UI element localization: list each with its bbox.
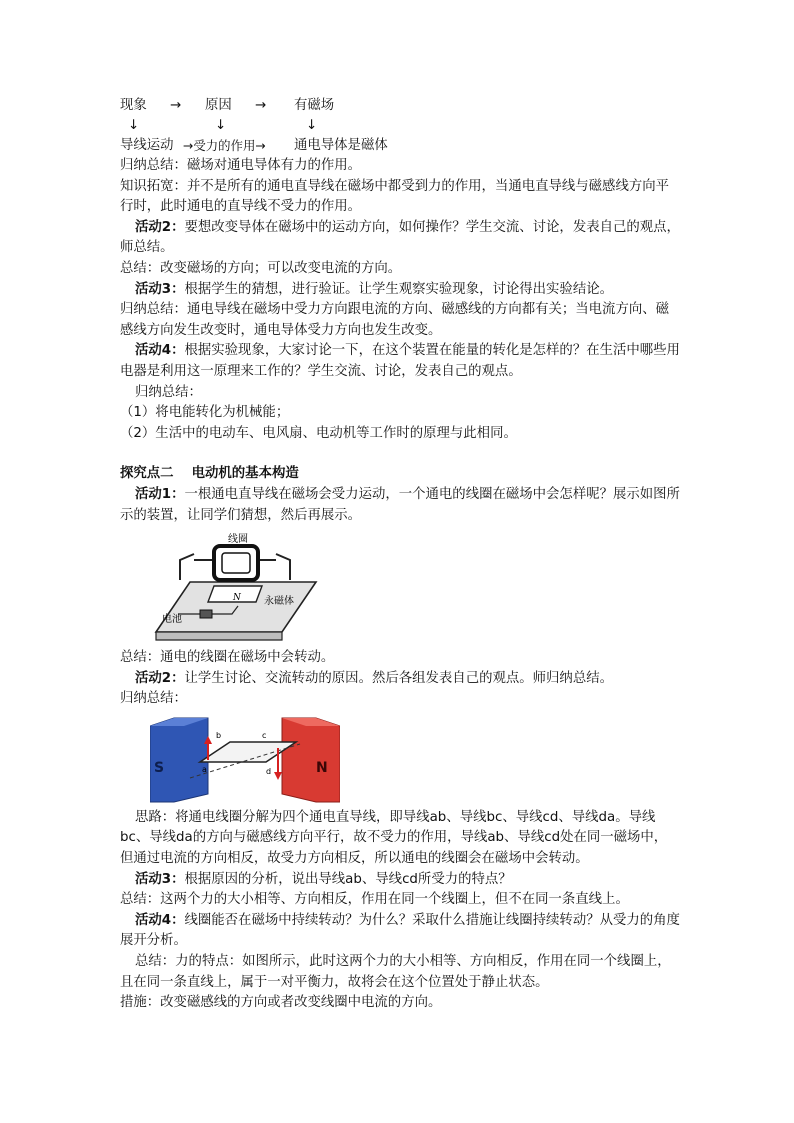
measures: 措施：改变磁感线的方向或者改变线圈中电流的方向。: [120, 995, 442, 1011]
section2-activity-3: [120, 870, 680, 891]
section2-activity-2: [120, 669, 680, 690]
flow-wire-motion: 导线运动: [120, 138, 174, 153]
summary-2: 总结：改变磁场的方向；可以改变电流的方向。: [120, 260, 402, 276]
knowledge-extension: 知识拓宽：并不是所有的通电直导线在磁场中都受到力的作用，当通电直导线与磁感线方向平行时，此时通电的直导线不受力的作用。: [120, 178, 670, 215]
battery: [200, 610, 212, 618]
activity-label: 活动2：: [135, 219, 185, 235]
activity-2: [120, 218, 680, 259]
activity-text: 一根通电直导线在磁场会受力运动，一个通电的线圈在磁场中会怎样呢？展示如图所示的装置，让同学们猜想，然后再展示。: [120, 486, 680, 523]
flow-down-arrow: ↓: [215, 118, 227, 133]
flow-cause: 原因: [205, 98, 232, 113]
summary-item-1: （1）将电能转化为机械能；: [120, 405, 290, 421]
label-c: c: [262, 730, 267, 740]
activity-text: 要想改变导体在磁场中的运动方向，如何操作？学生交流、讨论，发表自己的观点，师总结。: [120, 219, 680, 256]
flow-force: →受力的作用→: [183, 138, 266, 153]
analysis: 思路：将通电线圈分解为四个通电直导线，即导线ab、导线bc、导线cd、导线da。导线bc、导线da的方向与磁感线方向平行，故不受力的作用，导线ab、导线cd处在同一磁场中，但通过电流的方向相反，故受力方向相反，所以通电的线圈会在磁场中会转动。: [120, 809, 668, 867]
coil-apparatus-figure: [150, 530, 320, 648]
activity-text: 让学生讨论、交流转动的原因。然后各组发表自己的观点。师归纳总结。: [184, 670, 613, 686]
summary-4: 总结：通电的线圈在磁场中会转动。: [120, 650, 335, 666]
support-right: [276, 554, 290, 580]
coil-label: 线圈: [228, 534, 248, 546]
summary-heading-2: 归纳总结：: [120, 691, 187, 707]
summary-3: 归纳总结：通电导线在磁场中受力方向跟电流的方向、磁感线的方向都有关；当电流方向、磁感线方向发生改变时，通电导体受力方向也发生改变。: [120, 302, 670, 338]
base-edge: [156, 632, 282, 640]
motor-principle-figure: [150, 716, 340, 804]
activity-text: 根据实验现象，大家讨论一下，在这个装置在能量的转化是怎样的？在生活中哪些用电器是利用这一原理来工作的？学生交流、讨论，发表自己的观点。: [120, 343, 680, 379]
activity-4: [120, 341, 680, 382]
flow-magnetic-field: 有磁场: [294, 98, 335, 113]
coil-apparatus-illustration: [150, 530, 320, 648]
activity-text: 根据学生的猜想，进行验证。让学生观察实验现象，讨论得出实验结论。: [184, 281, 613, 297]
summary-6: 总结：力的特点：如图所示，此时这两个力的大小相等、方向相反，作用在同一个线圈上，且在同一条直线上，属于一对平衡力，故将会在这个位置处于静止状态。: [120, 954, 671, 990]
activity-label: 活动4：: [135, 912, 185, 928]
document-page: [120, 96, 680, 1014]
cause-effect-flow: [120, 96, 680, 156]
section2-activity-4: [120, 911, 680, 952]
flow-down-arrow: ↓: [128, 118, 140, 133]
battery-label: 电池: [162, 614, 182, 626]
south-label: S: [154, 759, 165, 776]
north-magnet: [282, 718, 340, 802]
coil: [214, 546, 258, 580]
flow-phenomenon: 现象: [120, 98, 147, 113]
svg-text:N: N: [233, 593, 241, 604]
summary-heading: 归纳总结：: [135, 384, 202, 400]
motor-principle-illustration: [150, 716, 340, 804]
support-left: [180, 554, 194, 580]
summary-1: 归纳总结：磁场对通电导体有力的作用。: [120, 158, 362, 173]
north-label: N: [316, 759, 328, 776]
summary-5: 总结：这两个力的大小相等、方向相反，作用在同一个线圈上，但不在同一条直线上。: [120, 892, 629, 908]
activity-text: 根据原因的分析，说出导线ab、导线cd所受力的特点？: [184, 871, 512, 887]
flow-arrow: →: [170, 98, 182, 113]
activity-label: 活动4：: [135, 343, 185, 359]
activity-label: 活动2：: [135, 670, 185, 686]
activity-label: 活动3：: [135, 871, 185, 887]
activity-text: 线圈能否在磁场中持续转动？为什么？采取什么措施让线圈持续转动？从受力的角度展开分析。: [120, 912, 680, 949]
activity-label: 活动1：: [135, 486, 185, 502]
activity-label: 活动3：: [135, 281, 185, 297]
flow-arrow: →: [255, 98, 267, 113]
summary-item-2: （2）生活中的电动车、电风扇、电动机等工作时的原理与此相同。: [120, 425, 517, 441]
section2-activity-1: [120, 485, 680, 526]
section-heading: 探究点二 电动机的基本构造: [120, 466, 299, 482]
flow-down-arrow: ↓: [306, 118, 318, 133]
magnet-label: 永磁体: [264, 596, 294, 608]
label-b: b: [216, 730, 222, 740]
label-d: d: [266, 766, 272, 776]
activity-3: [120, 280, 680, 301]
label-a: a: [202, 764, 207, 774]
flow-conductor-magnet: 通电导体是磁体: [294, 138, 388, 153]
